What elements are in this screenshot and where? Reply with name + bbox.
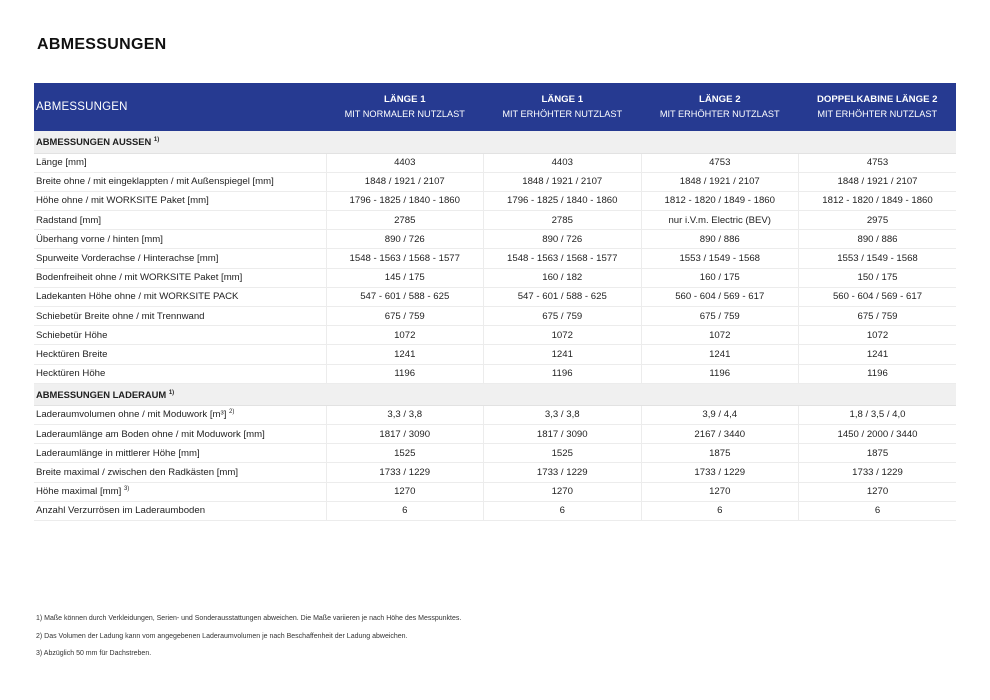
value-cell: 560 - 604 / 569 - 617 (641, 287, 799, 306)
value-cell: 1270 (326, 482, 484, 501)
footnote: 1) Maße können durch Verkleidungen, Serien- und Sonderausstattungen abweichen. Die Maße variieren je nach Höhe des Messpunktes. (36, 615, 462, 622)
value-cell: 1875 (799, 444, 957, 463)
row-label-cell (34, 307, 326, 326)
value-cell: 3,3 / 3,8 (326, 405, 484, 424)
row-label: Laderaumlänge am Boden ohne / mit Moduwork [mm] (36, 428, 265, 440)
value-cell: 1241 (326, 345, 484, 364)
column-header (484, 83, 642, 131)
value-cell: 1817 / 3090 (326, 424, 484, 443)
footnote-marker: 1) (153, 137, 160, 144)
value-cell: 6 (326, 501, 484, 520)
value-cell: 1241 (641, 345, 799, 364)
row-label: Hecktüren Höhe (36, 368, 106, 380)
value-cell: 1733 / 1229 (326, 463, 484, 482)
row-label-cell (34, 211, 326, 230)
value-cell: 1241 (484, 345, 642, 364)
value-cell: 145 / 175 (326, 268, 484, 287)
value-cell: 1548 - 1563 / 1568 - 1577 (326, 249, 484, 268)
column-subtitle: MIT ERHÖHTER NUTZLAST (659, 109, 780, 119)
value-cell: 675 / 759 (641, 307, 799, 326)
row-label-cell (34, 287, 326, 306)
footnote-marker: 2) (229, 409, 235, 416)
table-row (34, 268, 956, 287)
table-row (34, 230, 956, 249)
value-cell: 1848 / 1921 / 2107 (799, 172, 957, 191)
table-header-row (34, 83, 956, 131)
column-title: LÄNGE 2 (698, 94, 741, 105)
value-cell: 1796 - 1825 / 1840 - 1860 (484, 191, 642, 210)
footnote: 2) Das Volumen der Ladung kann vom angegebenen Laderaumvolumen je nach Beschaffenheit der Ladung abweichen. (36, 632, 408, 640)
section-title (34, 383, 956, 405)
row-label: Spurweite Vorderachse / Hinterachse [mm] (36, 253, 219, 265)
value-cell: 1196 (326, 364, 484, 383)
value-cell: 890 / 886 (799, 230, 957, 249)
row-label: Laderaumlänge in mittlerer Höhe [mm] (36, 447, 200, 459)
value-cell: 890 / 726 (326, 230, 484, 249)
value-cell: 675 / 759 (326, 307, 484, 326)
value-cell: 1848 / 1921 / 2107 (484, 172, 642, 191)
value-cell: 1072 (641, 326, 799, 345)
row-label: Höhe maximal [mm] (36, 486, 122, 498)
row-label: Bodenfreiheit ohne / mit WORKSITE Paket [mm] (36, 272, 243, 284)
value-cell: 2167 / 3440 (641, 424, 799, 443)
table-row (34, 287, 956, 306)
row-label-cell (34, 230, 326, 249)
column-header (326, 83, 484, 131)
section-title-text: ABMESSUNGEN AUSSEN (36, 136, 152, 148)
row-label: Hecktüren Breite (36, 348, 108, 360)
table-row (34, 326, 956, 345)
table-row (34, 424, 956, 443)
value-cell: 1196 (799, 364, 957, 383)
row-label: Höhe ohne / mit WORKSITE Paket [mm] (36, 195, 209, 207)
value-cell: 1270 (799, 482, 957, 501)
table-row (34, 345, 956, 364)
value-cell: 1,8 / 3,5 / 4,0 (799, 405, 957, 424)
value-cell: 1525 (484, 444, 642, 463)
page-title: ABMESSUNGEN (37, 36, 167, 53)
value-cell: 3,9 / 4,4 (641, 405, 799, 424)
row-label-cell (34, 364, 326, 383)
value-cell: 1196 (484, 364, 642, 383)
value-cell: 3,3 / 3,8 (484, 405, 642, 424)
table-row (34, 444, 956, 463)
section-title-text: ABMESSUNGEN LADERAUM (36, 388, 167, 400)
value-cell: 1072 (326, 326, 484, 345)
row-label-cell (34, 249, 326, 268)
value-cell: 547 - 601 / 588 - 625 (484, 287, 642, 306)
value-cell: 675 / 759 (799, 307, 957, 326)
row-label-cell (34, 501, 326, 520)
value-cell: 560 - 604 / 569 - 617 (799, 287, 957, 306)
table-body (34, 131, 956, 520)
table-row (34, 307, 956, 326)
value-cell: 4403 (326, 153, 484, 172)
column-subtitle: MIT NORMALER NUTZLAST (344, 109, 465, 119)
value-cell: 4403 (484, 153, 642, 172)
value-cell: 1525 (326, 444, 484, 463)
value-cell: 4753 (641, 153, 799, 172)
value-cell: 1848 / 1921 / 2107 (641, 172, 799, 191)
row-label-cell (34, 268, 326, 287)
table-row (34, 501, 956, 520)
row-label-cell (34, 153, 326, 172)
value-cell: 1553 / 1549 - 1568 (641, 249, 799, 268)
value-cell: 1733 / 1229 (799, 463, 957, 482)
row-label-cell (34, 326, 326, 345)
value-cell: 1072 (484, 326, 642, 345)
row-label: Breite ohne / mit eingeklappten / mit Außenspiegel [mm] (36, 176, 274, 188)
row-label: Laderaumvolumen ohne / mit Moduwork [m³] (36, 409, 227, 421)
column-header (799, 83, 957, 131)
value-cell: 547 - 601 / 588 - 625 (326, 287, 484, 306)
row-label-cell (34, 172, 326, 191)
value-cell: 1072 (799, 326, 957, 345)
value-cell: 1875 (641, 444, 799, 463)
value-cell: 1548 - 1563 / 1568 - 1577 (484, 249, 642, 268)
column-subtitle: MIT ERHÖHTER NUTZLAST (817, 109, 938, 119)
table-row (34, 463, 956, 482)
row-label: Ladekanten Höhe ohne / mit WORKSITE PACK (36, 291, 239, 303)
table-row (34, 211, 956, 230)
value-cell: 890 / 726 (484, 230, 642, 249)
column-title: DOPPELKABINE LÄNGE 2 (817, 94, 938, 105)
value-cell: 1812 - 1820 / 1849 - 1860 (799, 191, 957, 210)
value-cell: 1733 / 1229 (484, 463, 642, 482)
row-label: Breite maximal / zwischen den Radkästen [mm] (36, 466, 239, 478)
row-label-cell (34, 405, 326, 424)
column-subtitle: MIT ERHÖHTER NUTZLAST (502, 109, 623, 119)
footnotes (36, 615, 461, 668)
value-cell: 1817 / 3090 (484, 424, 642, 443)
row-label: Anzahl Verzurrösen im Laderaumboden (36, 505, 206, 517)
value-cell: 160 / 175 (641, 268, 799, 287)
value-cell: 675 / 759 (484, 307, 642, 326)
row-label: Länge [mm] (36, 157, 87, 169)
column-header (641, 83, 799, 131)
value-cell: 160 / 182 (484, 268, 642, 287)
row-label: Schiebetür Höhe (36, 329, 108, 341)
table-row (34, 172, 956, 191)
value-cell: 2785 (326, 211, 484, 230)
row-label-cell (34, 444, 326, 463)
column-title: LÄNGE 1 (541, 94, 584, 105)
table-row (34, 405, 956, 424)
table-header-label: ABMESSUNGEN (36, 101, 128, 113)
value-cell: 2975 (799, 211, 957, 230)
table-row (34, 482, 956, 501)
row-label-cell (34, 345, 326, 364)
footnote-marker: 1) (168, 389, 175, 396)
table-row (34, 249, 956, 268)
footnote-marker: 3) (123, 486, 130, 493)
value-cell: 6 (484, 501, 642, 520)
row-label: Schiebetür Breite ohne / mit Trennwand (36, 310, 205, 322)
row-label-cell (34, 191, 326, 210)
row-label-cell (34, 463, 326, 482)
value-cell: 1196 (641, 364, 799, 383)
footnote: 3) Abzüglich 50 mm für Dachstreben. (36, 650, 152, 657)
value-cell: 1270 (484, 482, 642, 501)
row-label: Radstand [mm] (36, 214, 102, 226)
value-cell: 4753 (799, 153, 957, 172)
row-label: Überhang vorne / hinten [mm] (36, 233, 163, 245)
table-row (34, 364, 956, 383)
row-label-cell (34, 482, 326, 501)
section-title (34, 131, 956, 153)
value-cell: 6 (641, 501, 799, 520)
value-cell: 2785 (484, 211, 642, 230)
dimensions-table (34, 83, 956, 521)
value-cell: 1733 / 1229 (641, 463, 799, 482)
value-cell: 6 (799, 501, 957, 520)
section-header-row (34, 131, 956, 153)
table-row (34, 153, 956, 172)
value-cell: 1796 - 1825 / 1840 - 1860 (326, 191, 484, 210)
value-cell: 1450 / 2000 / 3440 (799, 424, 957, 443)
value-cell: 1812 - 1820 / 1849 - 1860 (641, 191, 799, 210)
value-cell: nur i.V.m. Electric (BEV) (641, 211, 799, 230)
value-cell: 1553 / 1549 - 1568 (799, 249, 957, 268)
column-title: LÄNGE 1 (383, 94, 426, 105)
value-cell: 1848 / 1921 / 2107 (326, 172, 484, 191)
row-label-cell (34, 424, 326, 443)
table-row (34, 191, 956, 210)
value-cell: 1270 (641, 482, 799, 501)
section-header-row (34, 383, 956, 405)
value-cell: 1241 (799, 345, 957, 364)
value-cell: 150 / 175 (799, 268, 957, 287)
value-cell: 890 / 886 (641, 230, 799, 249)
